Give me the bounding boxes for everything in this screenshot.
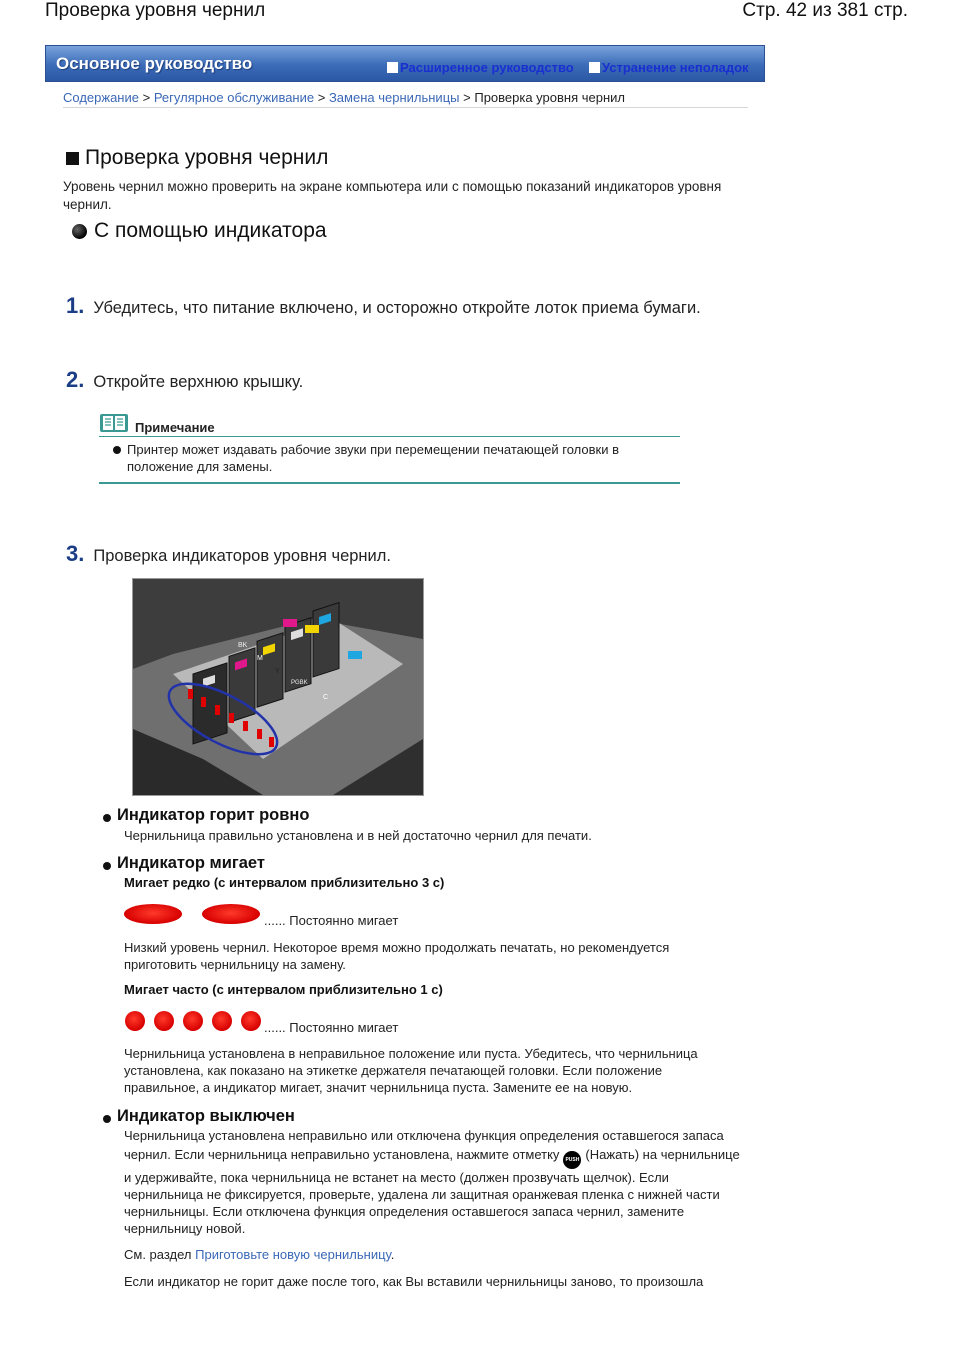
breadcrumb-separator: > [142,90,151,105]
subheading [72,219,327,243]
page-heading [66,146,328,170]
document-title: Проверка уровня чернил [45,0,266,21]
red-lamp-icon [241,1011,261,1031]
red-lamp-icon [212,1011,232,1031]
breadcrumb-separator: > [317,90,326,105]
tank-label-bk: BK [238,642,248,649]
fast-blink-caption: ...... Постоянно мигает [264,1020,399,1035]
note-header [99,412,680,437]
manual-banner [45,45,765,82]
step-text: Проверка индикаторов уровня чернил. [93,547,391,565]
bullet-icon [103,862,111,870]
indicator-off-text-1: Чернильница установлена неправильно или отключена функция определения оставшегося запаса [124,1128,724,1143]
breadcrumb [63,90,748,108]
indicator-off-text-2b: (Нажать) на чернильнице и удерживайте, пока чернильница не встанет на место (должен прозвучать щелчок). Если чернильница не фиксируется, проверьте, удалена ли защитная оранжевая пленка с нижней части чернильницы. Если отключена функция определения оставшегося запаса чернил, замените чернильницу новой. [124,1147,740,1236]
red-lamp-icon [124,904,182,924]
step-1 [66,293,701,319]
step-text: Откройте верхнюю крышку. [93,373,304,391]
step-number: 2. [66,367,85,392]
link-box-icon [589,62,600,73]
advanced-guide-link[interactable] [387,60,574,75]
link-box-icon [387,62,398,73]
page-heading-text: Проверка уровня чернил [85,146,329,169]
tank-label-pgbk: PGBK [291,680,308,686]
see-section [124,1246,394,1263]
slow-blink-text: Низкий уровень чернил. Некоторое время можно продолжать печатать, но рекомендуется приготовить чернильницу на замену. [124,940,670,972]
indicator-on-title: Индикатор горит ровно [117,806,310,824]
troubleshooting-label: Устранение неполадок [602,60,749,75]
breadcrumb-replace-ink[interactable]: Замена чернильницы [328,90,460,105]
tank-label-c: C [323,694,329,701]
book-icon [99,412,129,434]
step-2 [66,367,303,393]
indicator-blink-title: Индикатор мигает [117,854,265,872]
bullet-icon [103,1115,111,1123]
bullet-icon [113,446,121,454]
round-bullet-icon [72,224,87,239]
red-lamp-icon [183,1011,203,1031]
red-lamp-icon [202,904,260,924]
red-lamp-icon [154,1011,174,1031]
page-number: Стр. 42 из 381 стр. [742,0,908,21]
advanced-guide-label: Расширенное руководство [400,60,574,75]
breadcrumb-maintenance[interactable]: Регулярное обслуживание [153,90,315,105]
ink-tanks-photo [132,578,424,796]
square-bullet-icon [66,152,79,165]
tank-label-m: M [257,655,263,662]
breadcrumb-current: Проверка уровня чернил [474,90,625,105]
step-3 [66,541,391,567]
slow-blink-title: Мигает редко (с интервалом приблизительно 3 с) [124,875,445,890]
indicator-off-text-2a: чернил. Если чернильница неправильно установлена, нажмите отметку [124,1147,560,1162]
banner-title: Основное руководство [56,54,253,73]
indicator-off-last-line: Если индикатор не горит даже после того, как Вы вставили чернильницы заново, то произошла [124,1274,704,1289]
troubleshooting-link[interactable] [589,60,749,75]
indicator-off-title: Индикатор выключен [117,1107,295,1125]
step-number: 1. [66,293,85,318]
indicator-off-paragraph [124,1146,744,1237]
fast-blink-title: Мигает часто (с интервалом приблизительно 1 с) [124,982,443,997]
breadcrumb-separator: > [463,90,471,105]
push-mark-icon: PUSH [563,1151,581,1169]
red-lamp-icon [125,1011,145,1031]
note-text: Принтер может издавать рабочие звуки при перемещении печатающей головки в положение для замены. [127,442,620,474]
indicator-on-text: Чернильница правильно установлена и в ней достаточно чернил для печати. [124,828,592,843]
see-suffix: . [390,1247,395,1262]
see-prefix: См. раздел [124,1247,192,1262]
step-text: Убедитесь, что питание включено, и осторожно откройте лоток приема бумаги. [93,299,701,317]
fast-blink-text: Чернильница установлена в неправильное положение или пуста. Убедитесь, что чернильница установлена, как показано на этикетке держателя печатающей головки. Если положение правильное, а индикатор мигает, значит чернильница пуста. Замените ее на новую. [124,1046,698,1095]
printer-illustration [133,579,423,795]
slow-blink-caption: ...... Постоянно мигает [264,913,399,928]
subheading-text: С помощью индикатора [94,219,327,242]
note-title: Примечание [135,420,215,435]
intro-text: Уровень чернил можно проверить на экране компьютера или с помощью показаний индикаторов уровня чернил. [63,179,722,212]
breadcrumb-contents[interactable]: Содержание [63,90,139,105]
tank-label-y: Y [275,668,280,675]
step-number: 3. [66,541,85,566]
bullet-icon [103,814,111,822]
note-box [99,412,680,484]
prepare-new-tank-link[interactable]: Приготовьте новую чернильницу [195,1247,391,1262]
